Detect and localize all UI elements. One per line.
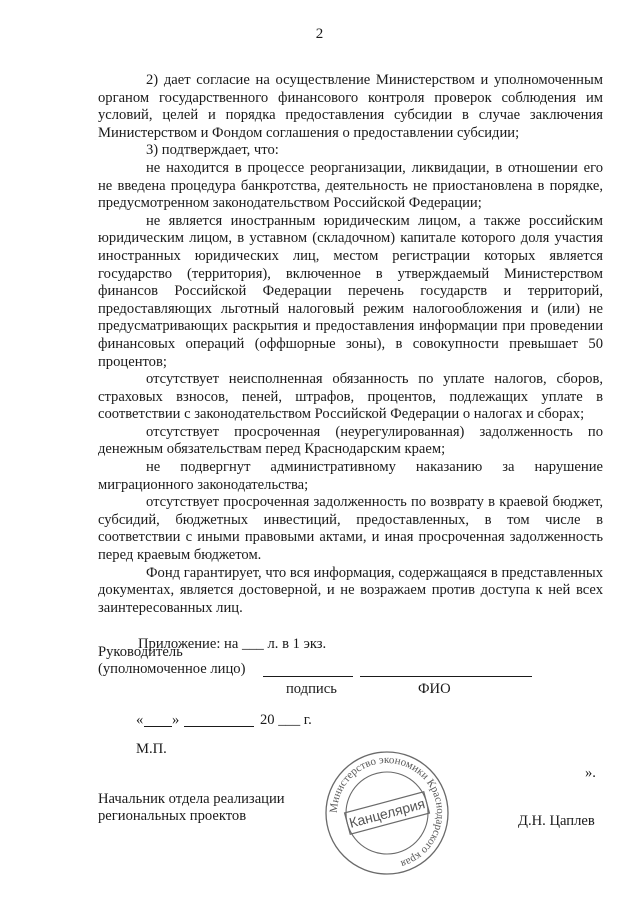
position-line-2: региональных проектов	[98, 808, 247, 824]
paragraph-no-tax-debt: отсутствует неисполненная обязанность по уплате налогов, сборов, страховых взносов, пеней, штрафов, процентов, подлежащих уплате в соответствии с законодательством Российской Федерации о налогах и сборах;	[98, 371, 603, 423]
paragraph-no-budget-debt: отсутствует просроченная задолженность по возврату в краевой бюджет, субсидий, бюджетных инвестиций, предоставленных, в том числе в соответствии с иными правовыми актами, и иная просроченная задолженность перед краевым бюджетом.	[98, 494, 603, 564]
date-quote-open: «	[136, 712, 144, 728]
date-day-line	[144, 726, 172, 727]
document-body	[98, 72, 603, 654]
date-year: 20 ___ г.	[260, 712, 312, 728]
head-label: Руководитель	[98, 644, 183, 660]
fio-caption: ФИО	[418, 681, 451, 697]
office-stamp	[322, 748, 452, 878]
paragraph-no-reorganization: не находится в процессе реорганизации, ликвидации, в отношении его не введена процедура банкротства, деятельность не приостановлена в порядке, предусмотренном законодательством Российской Федерации;	[98, 159, 603, 212]
signature-caption: подпись	[286, 681, 337, 697]
paragraph-consent: 2) дает согласие на осуществление Министерством и уполномоченным органом государственного финансового контроля проверок соблюдения им условий, целей и порядка предоставления субсидии в случае заключения Министерством и Фондом соглашения о предоставлении субсидии;	[98, 72, 603, 141]
paragraph-confirms: 3) подтверждает, что:	[146, 142, 279, 159]
date-month-line	[184, 726, 254, 727]
seal-place-label: М.П.	[136, 741, 167, 757]
paragraph-no-migration-penalty: не подвергнут административному наказанию за нарушение миграционного законодательства;	[98, 459, 603, 493]
date-quote-close: »	[172, 712, 180, 728]
paragraph-no-overdue-debt: отсутствует просроченная (неурегулированная) задолженность по денежным обязательствам перед Краснодарским краем;	[98, 423, 603, 458]
stamp-ring-text: Министерство экономики Краснодарского края	[327, 753, 447, 870]
authorized-person-label: (уполномоченное лицо)	[98, 661, 246, 677]
paragraph-not-foreign: не является иностранным юридическим лицом, а также российским юридическим лицом, в уставном (складочном) капитале которого доля участия иностранных юридических лиц, местом регистрации которых является государство (территория), включенное в утверждаемый Министерством финансов Российской Федерации перечень государств и территорий, предоставляющих льготный налоговый режим налогообложения и (или) не предусматривающих раскрытия и предоставления информации при проведении финансовых операций (оффшорные зоны), в совокупности превышает 50 процентов;	[98, 212, 603, 370]
stamp-center-text: Канцелярия	[347, 795, 427, 831]
fio-line	[360, 676, 532, 677]
position-line-1: Начальник отдела реализации	[98, 791, 285, 807]
paragraph-guarantee: Фонд гарантирует, что вся информация, содержащаяся в представленных документах, является достоверной, и не возражаем против доступа к ней всех заинтересованных лиц.	[98, 564, 603, 616]
attachment-note: Приложение: на ___ л. в 1 экз.	[138, 636, 327, 653]
page-number: 2	[315, 26, 324, 42]
signer-name: Д.Н. Цаплев	[518, 813, 595, 829]
closing-quote: ».	[585, 765, 596, 781]
signature-line	[263, 676, 353, 677]
